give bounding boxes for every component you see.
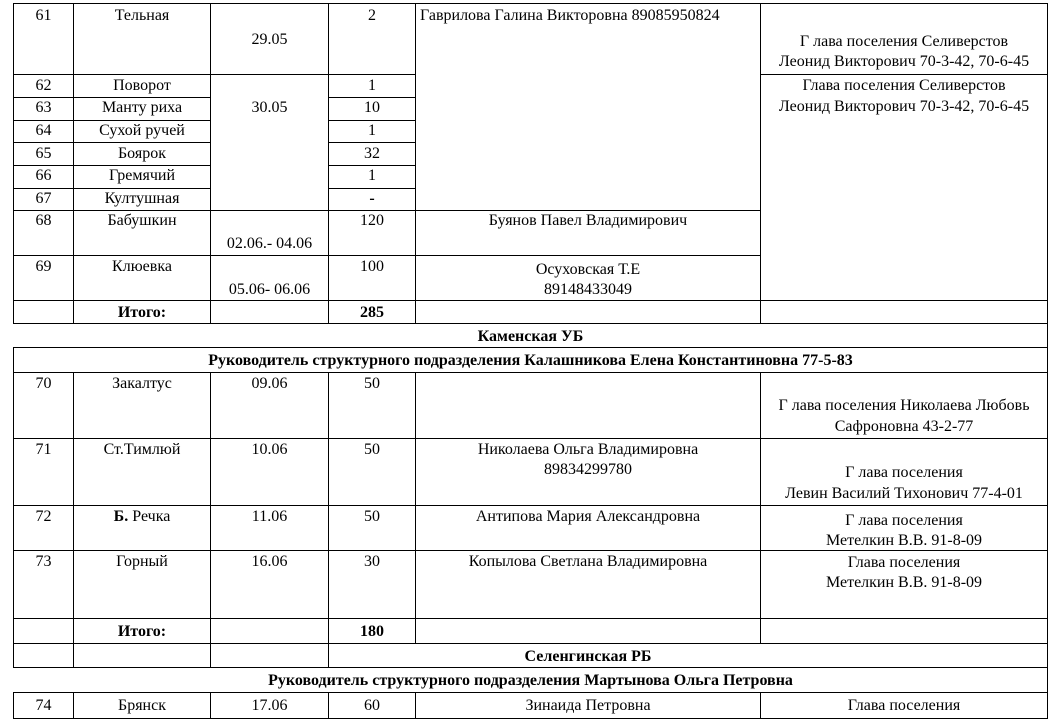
grid-line	[13, 323, 1048, 324]
grid-line	[13, 3, 1048, 4]
row-number: 72	[35, 508, 52, 525]
grid-line	[13, 300, 1048, 301]
quantity-cell: 100	[360, 258, 384, 275]
contact-person: Николаева Ольга Владимировна	[477, 441, 699, 458]
place-name: Клюевка	[112, 258, 172, 275]
row-number: 65	[35, 145, 52, 162]
settlement-head-contact: Метелкин В.В. 91-8-09	[825, 532, 983, 549]
contact-person: Копылова Светлана Владимировна	[468, 553, 708, 570]
quantity-cell: 2	[368, 7, 376, 24]
settlement-head-contact: Сафроновна 43-2-77	[834, 418, 974, 435]
date-cell: 29.05	[251, 31, 288, 48]
grid-line	[13, 438, 1048, 439]
contact-person: Зинаида Петровна	[525, 697, 651, 714]
settlement-head: Г лава поселения	[845, 464, 963, 481]
date-cell: 16.06	[251, 553, 288, 570]
settlement-head-contact: Леонид Викторович 70-3-42, 70-6-45	[778, 53, 1030, 70]
row-number: 70	[35, 375, 52, 392]
place-name: Тельная	[114, 7, 170, 24]
place-name-bold-part: Б.	[113, 508, 129, 525]
grid-line	[13, 505, 1048, 506]
place-name: Култушная	[104, 190, 180, 207]
grid-line	[328, 142, 415, 143]
quantity-cell: 50	[364, 508, 380, 525]
quantity-cell: 30	[364, 553, 380, 570]
row-number: 63	[35, 99, 52, 116]
total-value: 285	[360, 304, 384, 321]
grid-line	[13, 643, 1048, 644]
quantity-cell: 10	[364, 99, 380, 116]
contact-phone: 89148433049	[544, 281, 632, 298]
row-number: 71	[35, 441, 52, 458]
grid-line	[13, 255, 760, 256]
row-number: 67	[35, 190, 52, 207]
grid-line	[13, 372, 1048, 373]
place-name: Закалтус	[112, 375, 172, 392]
row-number: 61	[35, 7, 52, 24]
settlement-head: Глава поселения Селиверстов	[802, 77, 1006, 94]
place-name: Поворот	[113, 77, 171, 94]
quantity-cell: 50	[364, 441, 380, 458]
section-title: Каменская УБ	[477, 328, 584, 345]
date-cell: 02.06.- 04.06	[226, 235, 313, 252]
place-name: Гремячий	[109, 167, 175, 184]
row-number: 73	[35, 553, 52, 570]
total-value: 180	[360, 623, 384, 640]
settlement-head: Глава поселения	[847, 697, 961, 714]
quantity-cell: 120	[360, 212, 384, 229]
place-name-rest: Речка	[128, 508, 171, 525]
place-name: Манту риха	[101, 99, 183, 116]
settlement-head-contact: Леонид Викторович 70-3-42, 70-6-45	[778, 98, 1030, 115]
grid-line	[13, 692, 1048, 693]
contact-person: Гаврилова Галина Викторовна 89085950824	[420, 7, 720, 24]
settlement-head-contact: Левин Василий Тихонович 77-4-01	[785, 485, 1023, 502]
grid-line	[13, 347, 1048, 348]
row-number: 64	[35, 122, 52, 139]
settlement-head: Г лава поселения Николаева Любовь	[778, 397, 1030, 414]
grid-line	[210, 3, 211, 323]
row-number: 66	[35, 167, 52, 184]
row-number: 68	[35, 212, 52, 229]
contact-person: Буянов Павел Владимирович	[488, 212, 688, 229]
place-name: Сухой ручей	[99, 122, 185, 139]
quantity-cell: 1	[368, 122, 376, 139]
date-cell: 09.06	[251, 375, 288, 392]
quantity-cell: -	[369, 190, 375, 207]
row-number: 74	[35, 697, 52, 714]
place-name: Бабушкин	[107, 212, 177, 229]
settlement-head-contact: Метелкин В.В. 91-8-09	[825, 574, 983, 591]
settlement-head: Г лава поселения	[845, 512, 963, 529]
date-cell: 10.06	[251, 441, 288, 458]
grid-line	[760, 74, 1048, 75]
grid-line	[13, 142, 210, 143]
quantity-cell: 60	[364, 697, 380, 714]
total-label: Итого:	[117, 304, 167, 321]
date-cell: 17.06	[251, 697, 288, 714]
settlement-head: Глава поселения	[847, 554, 961, 571]
contact-person: Осуховская Т.Е	[535, 261, 641, 278]
row-number: 69	[35, 258, 52, 275]
settlement-head: Г лава поселения Селиверстов	[799, 33, 1009, 50]
place-name: Горный	[116, 553, 168, 570]
quantity-cell: 32	[364, 145, 380, 162]
quantity-cell: 50	[364, 375, 380, 392]
date-cell: 11.06	[251, 508, 288, 525]
row-number: 62	[35, 77, 52, 94]
place-name: Ст.Тимлюй	[103, 441, 181, 458]
grid-line	[13, 618, 1048, 619]
place-name: Боярок	[117, 145, 166, 162]
place-name: Брянск	[118, 697, 166, 714]
section-title: Селенгинская РБ	[524, 648, 652, 665]
section-head: Руководитель структурного подразделения Мартынова Ольга Петровна	[268, 672, 793, 689]
contact-phone: 89834299780	[544, 461, 632, 478]
grid-line	[13, 718, 1048, 719]
date-cell: 30.05	[251, 99, 288, 116]
quantity-cell: 1	[368, 167, 376, 184]
place-name	[74, 507, 210, 527]
total-label: Итого:	[117, 623, 167, 640]
section-head: Руководитель структурного подразделения Калашникова Елена Константиновна 77-5-83	[208, 352, 853, 369]
date-cell: 05.06- 06.06	[228, 281, 311, 298]
quantity-cell: 1	[368, 77, 376, 94]
contact-person: Антипова Мария Александровна	[475, 508, 701, 525]
grid-line	[13, 667, 1048, 668]
